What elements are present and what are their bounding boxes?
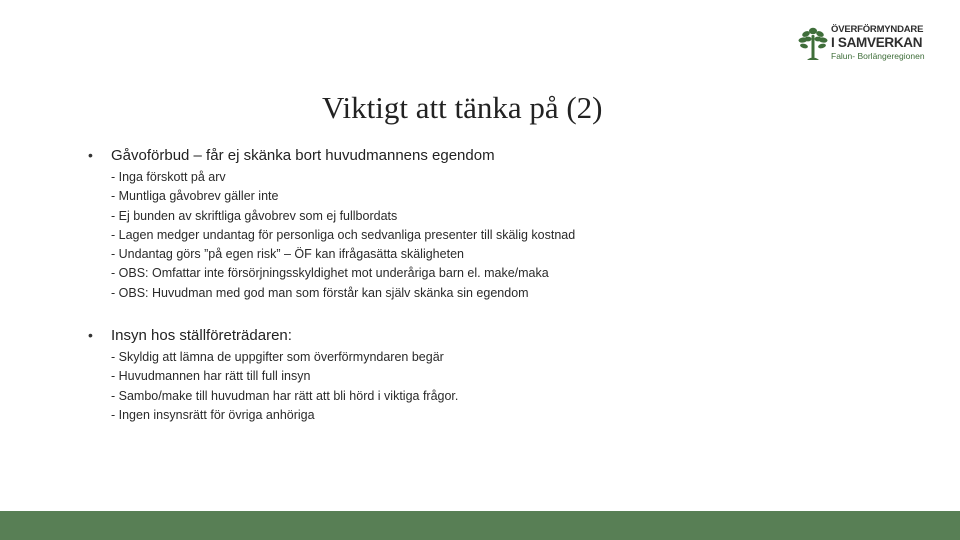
tree-icon <box>797 26 829 62</box>
bullet-marker: • <box>88 327 93 343</box>
section-item-list <box>111 348 458 425</box>
list-item: - Sambo/make till huvudman har rätt att bli hörd i viktiga frågor. <box>111 388 459 403</box>
list-item: - OBS: Omfattar inte försörjningsskyldighet mot underåriga barn el. make/maka <box>111 266 549 281</box>
logo-text-line2: I SAMVERKAN <box>831 35 923 50</box>
footer-accent-bar <box>0 511 960 540</box>
bullet-marker: • <box>88 147 93 163</box>
slide-title: Viktigt att tänka på (2) <box>322 90 603 125</box>
list-item: - Ingen insynsrätt för övriga anhöriga <box>111 407 315 422</box>
list-item: - Ej bunden av skriftliga gåvobrev som ej fullbordats <box>111 208 398 223</box>
section-heading: Gåvoförbud – får ej skänka bort huvudmannens egendom <box>111 147 495 164</box>
list-item: - Undantag görs ”på egen risk” – ÖF kan ifrågasätta skäligheten <box>111 247 464 262</box>
section-item-list <box>111 168 575 303</box>
list-item: - Inga förskott på arv <box>111 170 226 184</box>
logo-text-line3: Falun- Borlängeregionen <box>831 51 925 61</box>
list-item: - Lagen medger undantag för personliga och sedvanliga presenter till skälig kostnad <box>111 227 576 242</box>
list-item: - Skyldig att lämna de uppgifter som överförmyndaren begär <box>111 350 444 364</box>
list-item: - Muntliga gåvobrev gäller inte <box>111 189 279 204</box>
organization-logo <box>797 24 925 66</box>
list-item: - Huvudmannen har rätt till full insyn <box>111 369 311 384</box>
section-heading: Insyn hos ställföreträdaren: <box>111 327 292 344</box>
list-item: - OBS: Huvudman med god man som förstår kan själv skänka sin egendom <box>111 285 529 300</box>
logo-text-line1: ÖVERFÖRMYNDARE <box>831 24 924 35</box>
